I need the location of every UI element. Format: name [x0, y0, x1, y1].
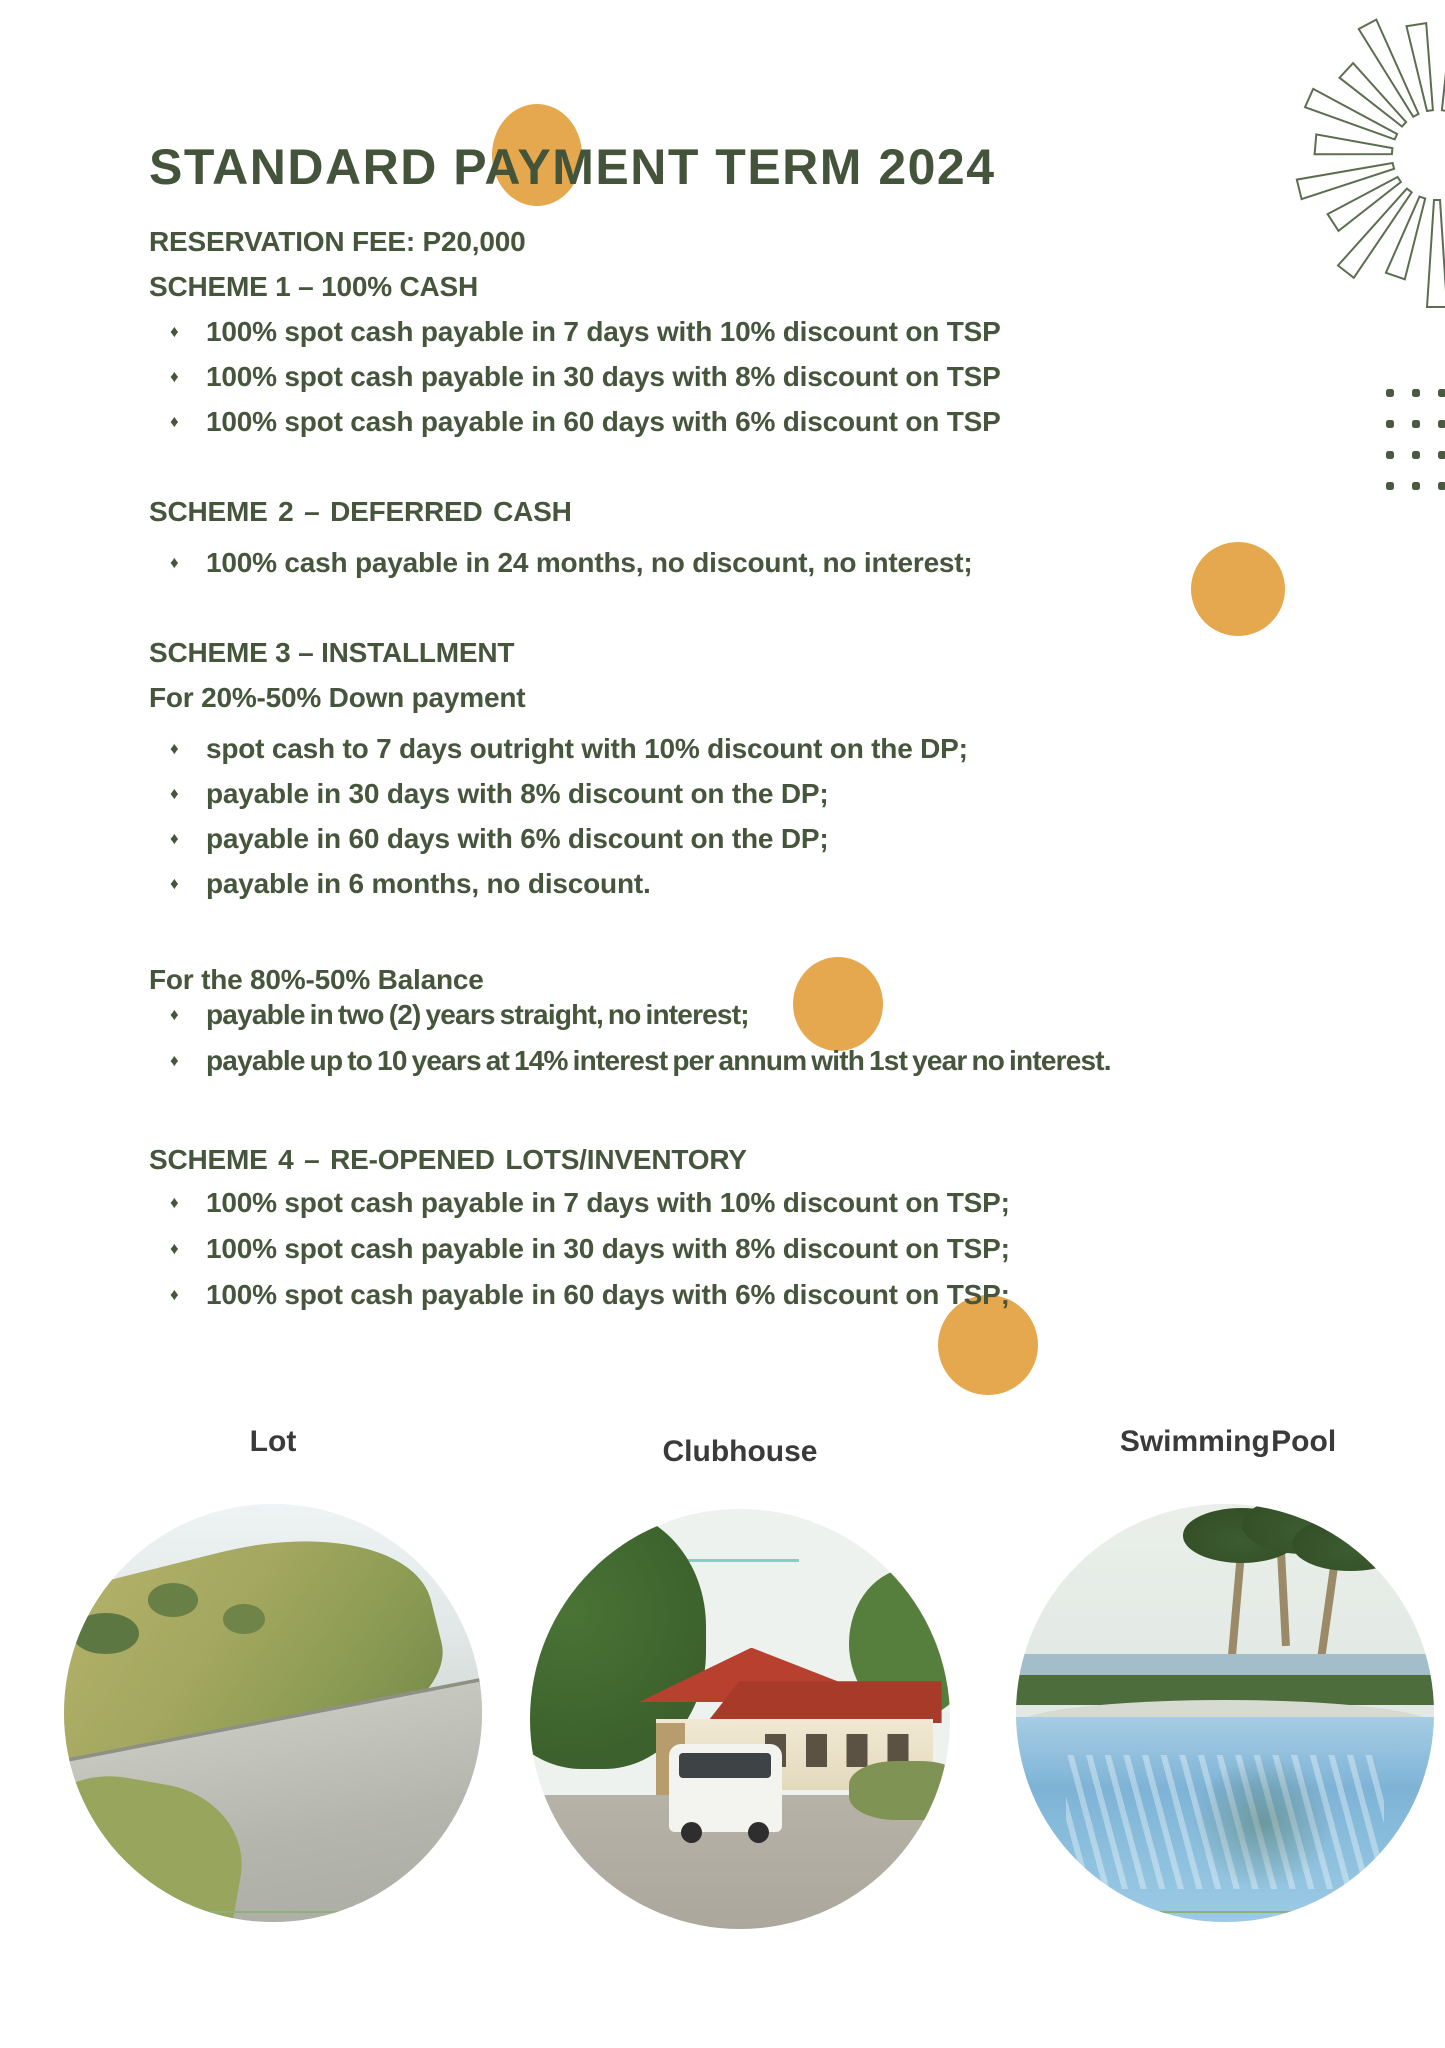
- dot-decoration: [1438, 451, 1445, 459]
- orange-circle-decoration-middle: [793, 957, 883, 1051]
- bullet-diamond-icon: ♦: [170, 367, 179, 386]
- scheme-3-bullet-2: [170, 774, 828, 814]
- bullet-diamond-icon: ♦: [170, 829, 179, 848]
- clubhouse-label: Clubhouse: [662, 1435, 818, 1468]
- bullet-diamond-icon: ♦: [170, 1051, 179, 1070]
- bullet-diamond-icon: ♦: [170, 739, 179, 758]
- scheme-4-bullet-1: [170, 1183, 1010, 1223]
- starburst-icon: [1245, 0, 1445, 325]
- scheme-4-bullet-3: [170, 1275, 1010, 1315]
- bullet-diamond-icon: ♦: [170, 874, 179, 893]
- dot-decoration: [1386, 389, 1394, 397]
- balance-heading: For the 80%-50% Balance: [149, 964, 484, 995]
- scheme-4-bullet-2: [170, 1229, 1010, 1269]
- scheme-1-bullet-1: [170, 312, 1001, 352]
- bullet-diamond-icon: ♦: [170, 1005, 179, 1024]
- dot-decoration: [1412, 451, 1420, 459]
- bullet-text: 100% spot cash payable in 60 days with 6% discount on TSP;: [206, 1279, 1010, 1310]
- reservation-fee: RESERVATION FEE: P20,000: [149, 226, 526, 257]
- balance-bullet-1: [170, 995, 749, 1035]
- orange-circle-decoration-right: [1191, 542, 1285, 636]
- scheme-3-bullet-3: [170, 819, 828, 859]
- scheme-1-bullet-2: [170, 357, 1001, 397]
- bullet-text: 100% spot cash payable in 30 days with 8% discount on TSP;: [206, 1233, 1010, 1264]
- swimming-pool-label: Swimming Pool: [1119, 1425, 1337, 1458]
- scheme-3-heading: SCHEME 3 – INSTALLMENT: [149, 637, 515, 668]
- lot-label: Lot: [249, 1425, 297, 1458]
- dot-decoration: [1438, 482, 1445, 490]
- scheme-3-bullet-4: [170, 864, 651, 904]
- swimming-pool-photo: [1016, 1504, 1434, 1922]
- bullet-diamond-icon: ♦: [170, 784, 179, 803]
- bullet-text: 100% spot cash payable in 7 days with 10% discount on TSP: [206, 316, 1001, 347]
- bullet-text: payable in 60 days with 6% discount on the DP;: [206, 823, 829, 854]
- bullet-text: 100% spot cash payable in 7 days with 10% discount on TSP;: [206, 1187, 1010, 1218]
- bullet-diamond-icon: ♦: [170, 412, 179, 431]
- dot-decoration: [1438, 420, 1445, 428]
- page-title: STANDARD PAYMENT TERM 2024: [149, 139, 996, 195]
- bullet-text: spot cash to 7 days outright with 10% discount on the DP;: [206, 733, 968, 764]
- scheme-2-heading: SCHEME 2 – DEFERRED CASH: [149, 496, 572, 527]
- bullet-text: 100% spot cash payable in 30 days with 8% discount on TSP: [206, 361, 1001, 392]
- bullet-text: 100% spot cash payable in 60 days with 6% discount on TSP: [206, 406, 1001, 437]
- bullet-text: payable in two (2) years straight, no interest;: [206, 999, 749, 1030]
- dot-decoration: [1412, 389, 1420, 397]
- bullet-diamond-icon: ♦: [170, 1239, 179, 1258]
- lot-photo: [64, 1504, 482, 1922]
- bullet-text: payable in 6 months, no discount.: [206, 868, 651, 899]
- scheme-2-bullet-1: [170, 543, 973, 583]
- dot-decoration: [1438, 389, 1445, 397]
- dot-decoration: [1412, 482, 1420, 490]
- clubhouse-photo: [530, 1509, 950, 1929]
- scheme-1-heading: SCHEME 1 – 100% CASH: [149, 271, 479, 302]
- dot-decoration: [1412, 420, 1420, 428]
- dot-decoration: [1386, 451, 1394, 459]
- bullet-diamond-icon: ♦: [170, 1193, 179, 1212]
- dot-decoration: [1386, 482, 1394, 490]
- scheme-3-subheading: For 20%-50% Down payment: [149, 682, 526, 713]
- dot-decoration: [1386, 420, 1394, 428]
- scheme-4-heading: SCHEME 4 – RE-OPENED LOTS/INVENTORY: [149, 1144, 747, 1175]
- bullet-text: 100% cash payable in 24 months, no discount, no interest;: [206, 547, 973, 578]
- bullet-diamond-icon: ♦: [170, 322, 179, 341]
- scheme-1-bullet-3: [170, 402, 1001, 442]
- bullet-diamond-icon: ♦: [170, 1285, 179, 1304]
- bullet-text: payable up to 10 years at 14% interest per annum with 1st year no interest.: [206, 1045, 1111, 1076]
- bullet-text: payable in 30 days with 8% discount on the DP;: [206, 778, 829, 809]
- bullet-diamond-icon: ♦: [170, 553, 179, 572]
- balance-bullet-2: [170, 1041, 1111, 1081]
- scheme-3-bullet-1: [170, 729, 968, 769]
